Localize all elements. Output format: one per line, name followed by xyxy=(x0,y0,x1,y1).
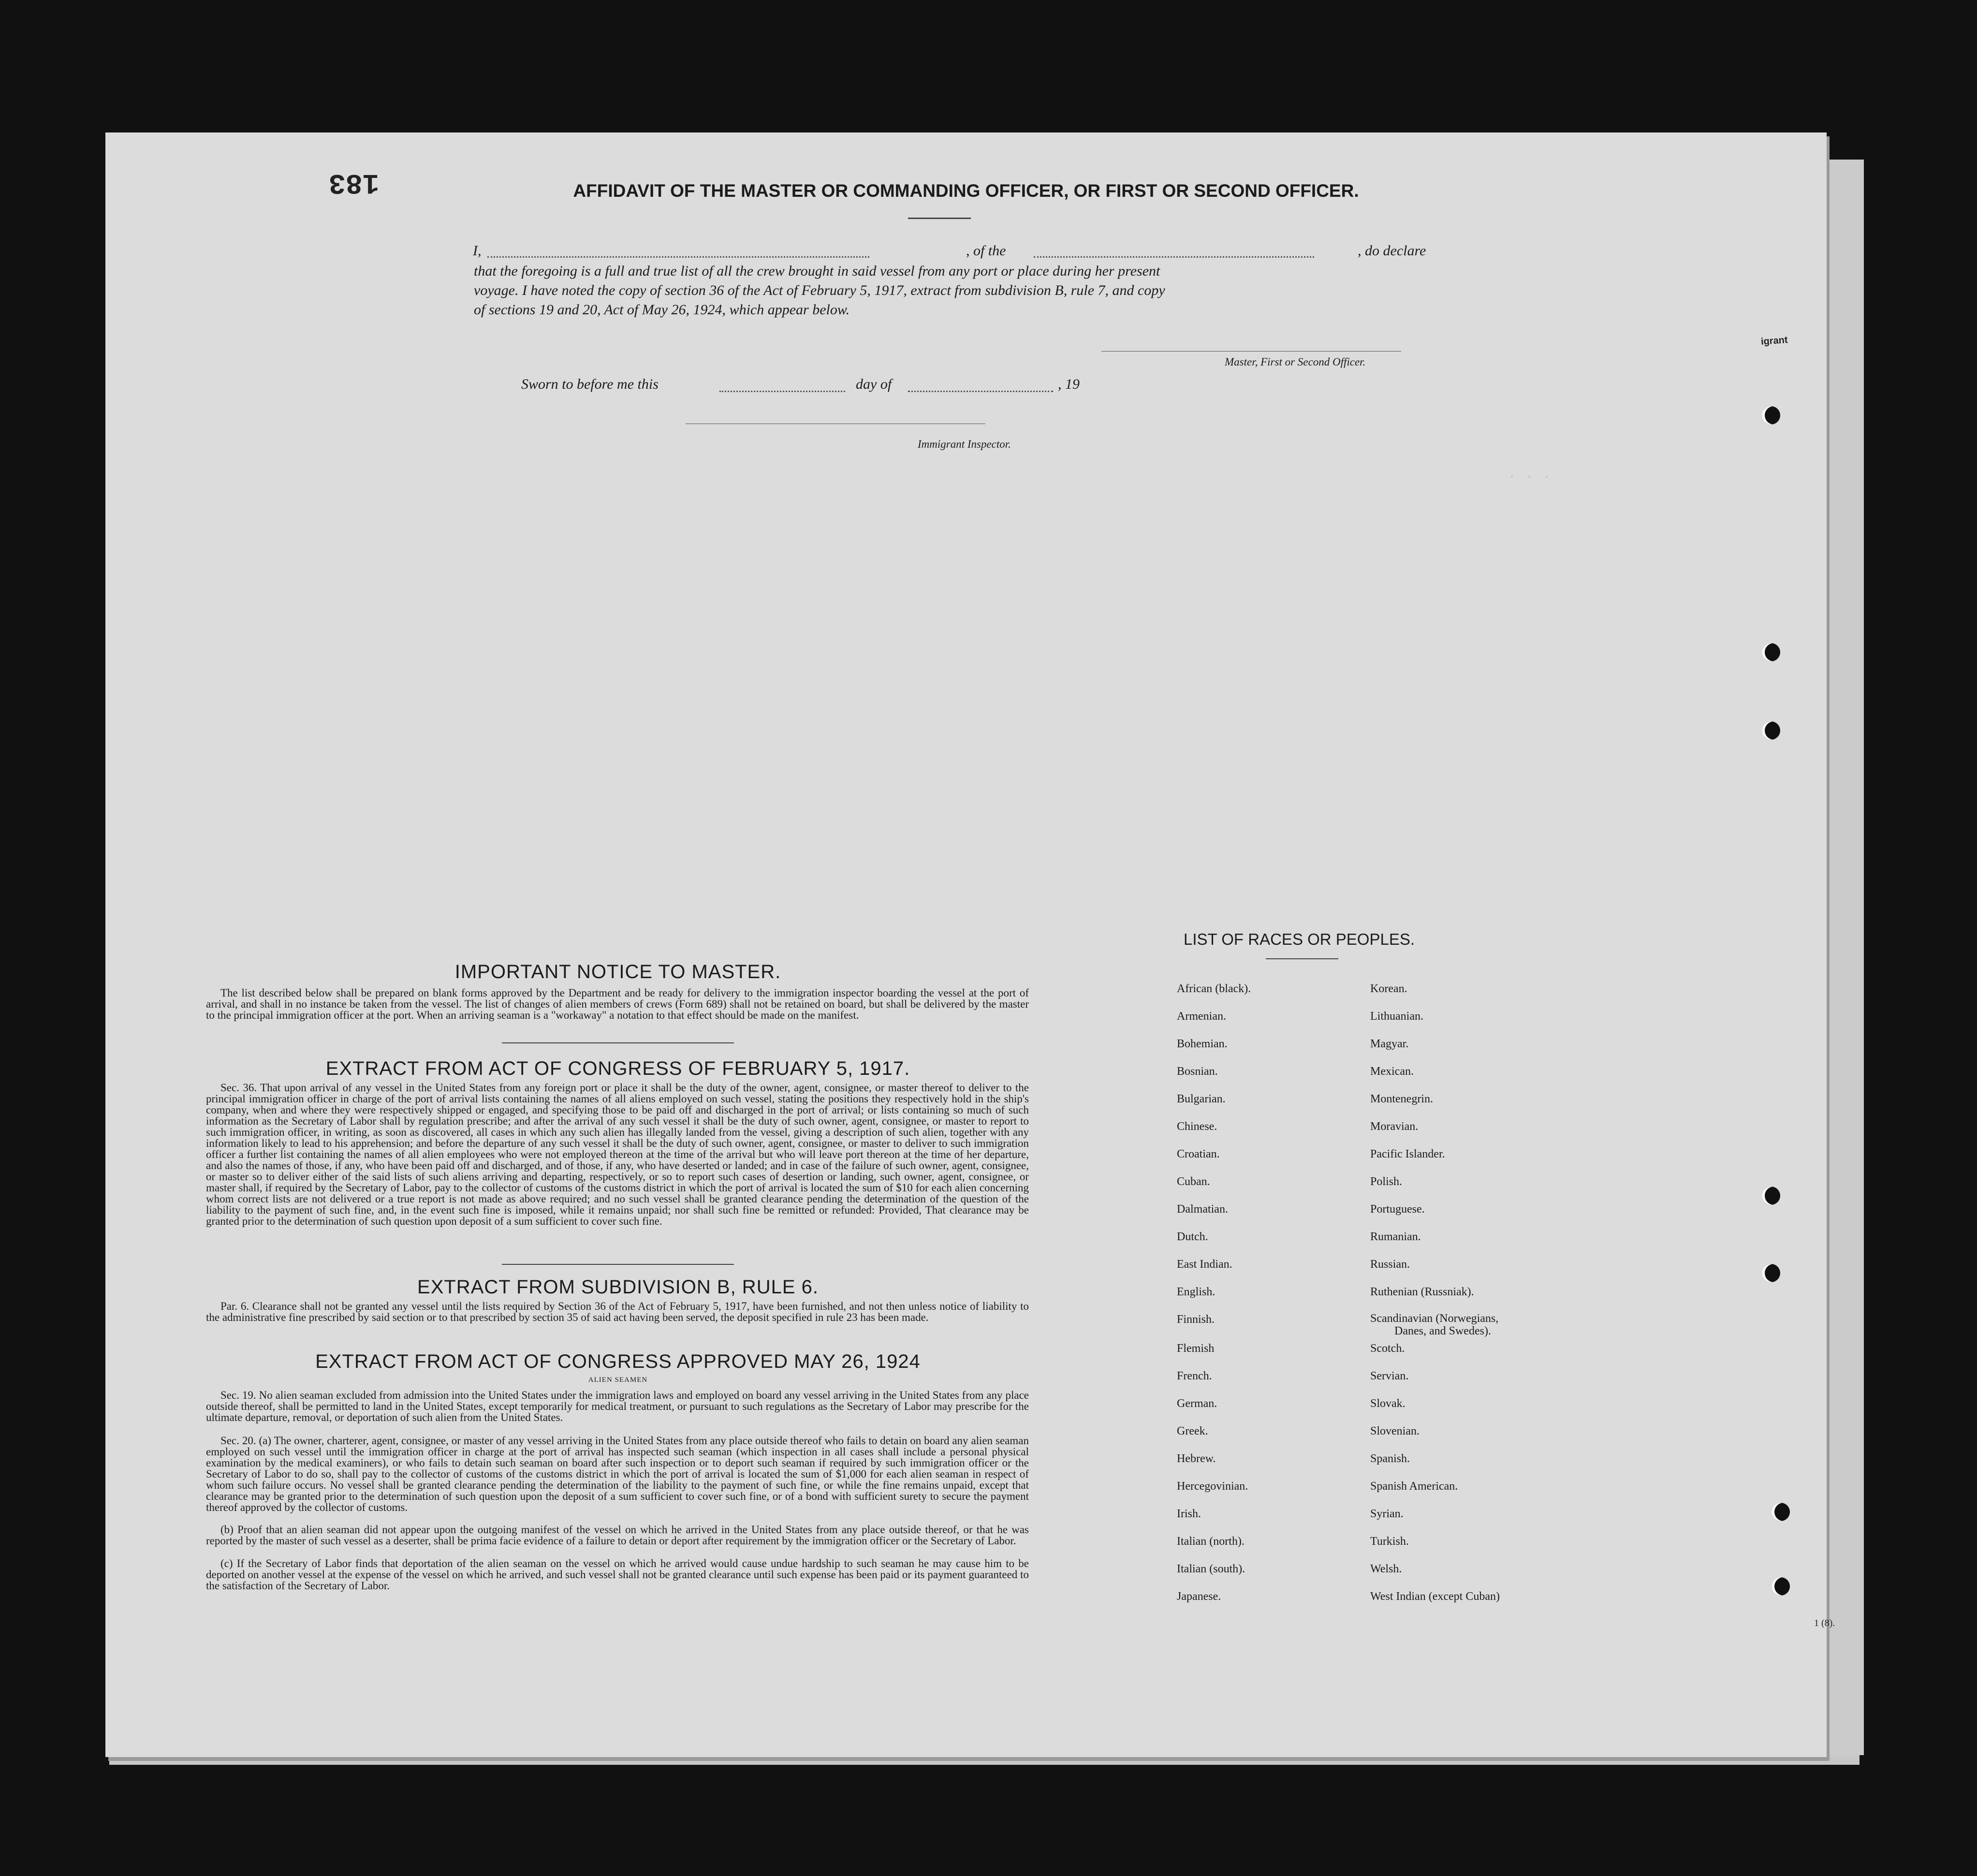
divider-1 xyxy=(502,1042,734,1043)
affidavit-body-2: voyage. I have noted the copy of section 36 of the Act of February 5, 1917, extract from subdivision B, rule 7, and copy xyxy=(474,282,1165,298)
race-right-4: Montenegrin. xyxy=(1370,1093,1433,1105)
extract-1917-title: EXTRACT FROM ACT OF CONGRESS OF FEBRUARY 5, 1917. xyxy=(325,1058,910,1079)
race-right-20: Turkish. xyxy=(1370,1535,1409,1548)
sec-20b-text: (b) Proof that an alien seaman did not appear upon the outgoing manifest of the vessel on which he arrived in the United States from any place outside thereof, or that he was reported by the master of such vessel as a deserter, shall be prima facie evidence of a failure to detain or deport after requirement by the immigration officer or the Secretary of Labor. xyxy=(206,1524,1029,1547)
race-right-21: Welsh. xyxy=(1370,1563,1402,1575)
race-right-10: Russian. xyxy=(1370,1258,1410,1271)
race-left-6: Croatian. xyxy=(1177,1148,1220,1160)
binder-hole xyxy=(1772,1577,1790,1596)
binder-hole xyxy=(1762,1264,1780,1282)
alien-seamen-subtitle: ALIEN SEAMEN xyxy=(588,1376,648,1384)
race-left-18: Hercegovinian. xyxy=(1177,1480,1248,1493)
form-number: 1 (8). xyxy=(1814,1618,1835,1628)
sworn-month-line xyxy=(908,391,1053,392)
binder-hole xyxy=(1762,721,1780,740)
race-left-0: African (black). xyxy=(1177,982,1251,995)
race-left-2: Bohemian. xyxy=(1177,1038,1228,1050)
race-right-7: Polish. xyxy=(1370,1175,1403,1188)
year-label: , 19 xyxy=(1058,376,1080,392)
binder-hole xyxy=(1762,643,1780,661)
sec-20c-text: (c) If the Secretary of Labor finds that deportation of the alien seaman on the vessel on which he arrived would cause undue hardship to such seaman he may cause him to be deported on another vessel at the expense of the vessel on which he arrived, and such vessel shall not be granted clearance until such expense has been paid or its payment guaranteed to the satisfaction of the Secretary of Labor. xyxy=(206,1557,1029,1592)
race-right-2: Magyar. xyxy=(1370,1038,1409,1050)
races-underline xyxy=(1266,958,1338,959)
race-left-16: Greek. xyxy=(1177,1425,1208,1437)
affidavit-body-3: of sections 19 and 20, Act of May 26, 1924, which appear below. xyxy=(474,302,850,318)
race-right-15: Slovak. xyxy=(1370,1397,1406,1410)
race-right-8: Portuguese. xyxy=(1370,1203,1425,1216)
sworn-day-line xyxy=(719,391,845,392)
margin-note: igrant xyxy=(1760,335,1788,347)
race-right-19: Syrian. xyxy=(1370,1508,1404,1520)
binder-hole xyxy=(1762,1187,1780,1205)
race-right-11: Ruthenian (Russniak). xyxy=(1370,1286,1474,1298)
race-left-8: Dalmatian. xyxy=(1177,1203,1228,1216)
race-right-0: Korean. xyxy=(1370,982,1407,995)
race-right-22: West Indian (except Cuban) xyxy=(1370,1590,1500,1603)
affidavit-do-declare: , do declare xyxy=(1358,243,1426,259)
subdivision-text: Par. 6. Clearance shall not be granted any vessel until the lists required by Section 36 of the Act of February 5, 1917, have been furnished, and not then unless notice of liability to the administrative fine prescribed by said section or to that prescribed by section 35 of said act having been served, the deposit specified in rule 23 has been made. xyxy=(206,1300,1029,1323)
day-of-label: day of xyxy=(856,376,892,392)
race-right-14: Servian. xyxy=(1370,1370,1409,1382)
race-left-5: Chinese. xyxy=(1177,1120,1217,1133)
affidavit-body-1: that the foregoing is a full and true list of all the crew brought in said vessel from any port or place during her present xyxy=(474,263,1160,279)
divider-2 xyxy=(502,1264,734,1265)
race-left-3: Bosnian. xyxy=(1177,1065,1218,1078)
affidavit-of-the: , of the xyxy=(966,243,1006,259)
race-left-1: Armenian. xyxy=(1177,1010,1226,1023)
name-line xyxy=(487,256,869,258)
race-left-7: Cuban. xyxy=(1177,1175,1210,1188)
race-left-15: German. xyxy=(1177,1397,1217,1410)
inspector-label: Immigrant Inspector. xyxy=(918,438,1011,450)
manifest-back-page xyxy=(105,132,1827,1757)
race-left-10: East Indian. xyxy=(1177,1258,1232,1271)
master-signature-line xyxy=(1101,351,1401,352)
race-right-18: Spanish American. xyxy=(1370,1480,1458,1493)
race-right-17: Spanish. xyxy=(1370,1452,1410,1465)
races-title: LIST OF RACES OR PEOPLES. xyxy=(1184,930,1415,948)
race-left-13: Flemish xyxy=(1177,1342,1215,1355)
race-right-12b: Danes, and Swedes). xyxy=(1394,1325,1491,1337)
notice-text: The list described below shall be prepared on blank forms approved by the Department and be ready for delivery to the immigration inspector boarding the vessel at the port of arrival, and shall in no instance be taken from the vessel. The list of changes of alien members of crews (Form 689) shall not be retained on board, but shall be delivered by the master to the principal immigration officer at the port. When an arriving seaman is a "workaway" a notation to that effect should be made on the manifest. xyxy=(206,987,1029,1021)
race-right-9: Rumanian. xyxy=(1370,1231,1421,1243)
sec-20a-text: Sec. 20. (a) The owner, charterer, agent, consignee, or master of any vessel arriving in the United States from any place outside thereof who fails to detain on board any alien seaman employed on such vessel until the immigration officer in charge at the port of arrival has inspected such seaman (which inspection in all cases shall include a personal physical examination by the medical examiners), or who fails to detain such seaman on board after such inspection or to deport such seaman if required by such immigration officer or the Secretary of Labor to do so, shall pay to the collector of customs of the customs district in which the port of arrival is located the sum of $1,000 for each alien seaman in respect of whom such failure occurs. No vessel shall be granted clearance pending the determination of the liability to the payment of such fine, or while the fine remains unpaid, except that clearance may be granted prior to the determination of such question upon the deposit of a sum sufficient to cover such fine, or of a bond with sufficient surety to secure the payment thereof approved by the collector of customs. xyxy=(206,1435,1029,1513)
extract-1917-text: Sec. 36. That upon arrival of any vessel in the United States from any foreign port or place it shall be the duty of the owner, agent, consignee, or master thereof to deliver to the principal immigration officer in charge of the port of arrival lists containing the names of all aliens employed on such vessel, stating the positions they respectively hold in the ship's company, when and where they were respectively shipped or engaged, and specifying those to be paid off and discharged in the port of arrival; or lists containing so much of such information as the Secretary of Labor shall by regulation prescribe; and after the arrival of any such vessel it shall be the duty of such owner, agent, consignee, or master to report to such immigration officer, in writing, as soon as discovered, all cases in which any such alien has illegally landed from the vessel, giving a description of such alien, together with any information likely to lead to his apprehension; and before the departure of any such vessel it shall be the duty of such owner, agent, consignee, or master to deliver to such immigration officer a further list containing the names of all alien employees who were not employed thereon at the time of the arrival but who will leave port thereon at the time of her departure, and also the names of those, if any, who have been paid off and discharged, and of those, if any, who have deserted or landed; and in case of the failure of such owner, agent, consignee, or master so to deliver either of the said lists of such aliens arriving and departing, respectively, or so to report such cases of desertion or landing, such owner, agent, consignee, or master shall, if required by the Secretary of Labor, pay to the collector of customs of the customs district in which the port of arrival is located the sum of $10 for each alien concerning whom correct lists are not delivered or a true report is not made as above required; and no such vessel shall be granted clearance pending the determination of the question of the liability to the payment of such fine, and, in the event such fine is imposed, while it remains unpaid; nor shall such fine be remitted or refunded: Provided, That clearance may be granted prior to the determination of such question upon deposit of a sum sufficient to cover such fine. xyxy=(206,1082,1029,1227)
title-underline xyxy=(908,218,971,219)
notice-title: IMPORTANT NOTICE TO MASTER. xyxy=(454,961,781,982)
vessel-line xyxy=(1034,256,1314,258)
race-left-22: Japanese. xyxy=(1177,1590,1221,1603)
race-left-4: Bulgarian. xyxy=(1177,1093,1226,1105)
master-signature-label: Master, First or Second Officer. xyxy=(1225,356,1366,368)
binder-hole xyxy=(1762,406,1780,425)
race-left-9: Dutch. xyxy=(1177,1231,1208,1243)
sec-19-text: Sec. 19. No alien seaman excluded from admission into the United States under the immigration laws and employed on board any vessel arriving in the United States from any place outside thereof, shall be permitted to land in the United States, except temporarily for medical treatment, or pursuant to such regulations as the Secretary of Labor may prescribe for the ultimate departure, removal, or deportation of such alien from the United States. xyxy=(206,1389,1029,1423)
race-right-5: Moravian. xyxy=(1370,1120,1419,1133)
race-left-14: French. xyxy=(1177,1370,1212,1382)
page-number: 183 xyxy=(329,166,380,198)
sworn-label: Sworn to before me this xyxy=(521,376,659,392)
race-right-3: Mexican. xyxy=(1370,1065,1414,1078)
race-right-6: Pacific Islander. xyxy=(1370,1148,1445,1160)
bleed-through: . . . xyxy=(1508,466,1552,483)
race-right-16: Slovenian. xyxy=(1370,1425,1420,1437)
binder-hole xyxy=(1772,1503,1790,1521)
affidavit-i: I, xyxy=(473,243,482,259)
race-right-1: Lithuanian. xyxy=(1370,1010,1423,1023)
race-left-20: Italian (north). xyxy=(1177,1535,1245,1548)
race-left-12: Finnish. xyxy=(1177,1313,1215,1326)
race-left-19: Irish. xyxy=(1177,1508,1201,1520)
affidavit-title: AFFIDAVIT OF THE MASTER OR COMMANDING OFFICER, OR FIRST OR SECOND OFFICER. xyxy=(573,181,1359,201)
race-left-21: Italian (south). xyxy=(1177,1563,1245,1575)
race-left-17: Hebrew. xyxy=(1177,1452,1216,1465)
extract-1924-title: EXTRACT FROM ACT OF CONGRESS APPROVED MAY 26, 1924 xyxy=(315,1351,921,1372)
race-left-11: English. xyxy=(1177,1286,1215,1298)
race-right-13: Scotch. xyxy=(1370,1342,1405,1355)
subdivision-title: EXTRACT FROM SUBDIVISION B, RULE 6. xyxy=(417,1276,819,1298)
race-right-12: Scandinavian (Norwegians, xyxy=(1370,1312,1499,1325)
